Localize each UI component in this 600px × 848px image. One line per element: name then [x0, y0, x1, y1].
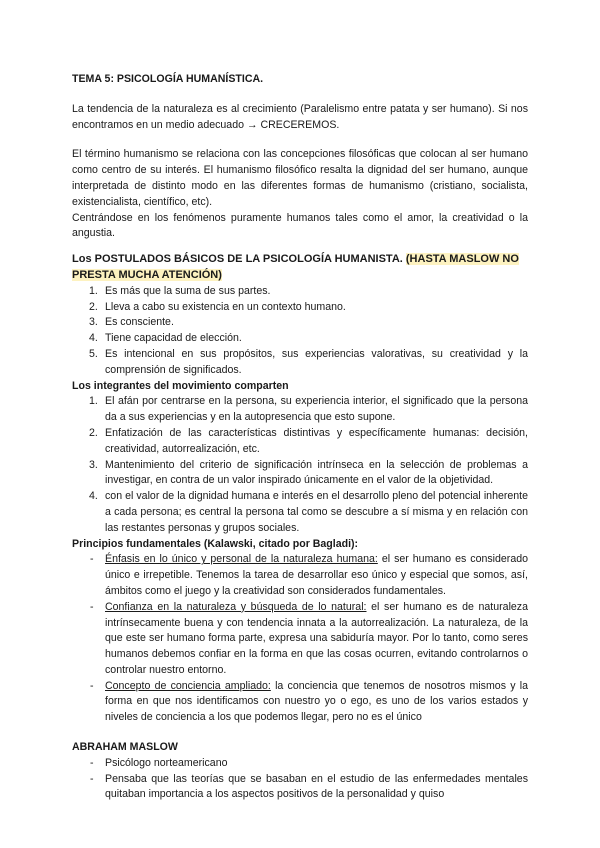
principios-list: [72, 552, 528, 726]
list-item: [72, 489, 528, 536]
item-number: 2.: [89, 426, 98, 439]
item-number: 3.: [89, 458, 98, 471]
list-item: [72, 458, 528, 490]
list-item: [72, 679, 528, 726]
item-underlined-lead: Énfasis en lo único y personal de la naturaleza humana:: [105, 553, 378, 566]
dash-bullet: -: [90, 553, 94, 566]
integrantes-heading: Los integrantes del movimiento comparten: [72, 379, 289, 392]
list-item: [72, 756, 528, 772]
item-number: 4.: [89, 490, 98, 503]
list-item: [72, 331, 528, 347]
integrantes-list: [72, 394, 528, 536]
list-item: [72, 394, 528, 426]
item-text: El afán por centrarse en la persona, su experiencia interior, el significado que la persona da a sus experiencias y en la autopresencia que esto supone.: [105, 395, 528, 424]
item-number: 1.: [89, 284, 98, 297]
principios-heading: Principios fundamentales (Kalawski, citado por Bagladi):: [72, 537, 359, 550]
item-number: 2.: [89, 300, 98, 313]
list-item: [72, 600, 528, 679]
dash-bullet: -: [90, 600, 94, 613]
dash-bullet: -: [90, 756, 94, 769]
item-number: 5.: [89, 347, 98, 360]
document-page: [72, 72, 528, 803]
list-item: [72, 772, 528, 804]
item-text: Es más que la suma de sus partes.: [105, 284, 271, 297]
maslow-heading: ABRAHAM MASLOW: [72, 741, 178, 754]
item-number: 1.: [89, 395, 98, 408]
list-item: [72, 315, 528, 331]
item-text: Pensaba que las teorías que se basaban en el estudio de las enfermedades mentales quitaban importancia a los aspectos positivos de la personalidad y quiso: [105, 772, 528, 801]
dash-bullet: -: [90, 679, 94, 692]
item-text: la conciencia que tenemos de nosotros mismos y la forma en que nos identificamos con nuestro yo o ego, es uno de los varios estados y niveles de conciencia a los que podemos llegar, pero no es el único: [105, 679, 528, 724]
dash-bullet: -: [90, 772, 94, 785]
item-text: Mantenimiento del criterio de significación intrínseca en la selección de problemas a investigar, en contra de un valor inspirado únicamente en el valor de la objetividad.: [105, 458, 528, 487]
list-item: [72, 284, 528, 300]
item-underlined-lead: Concepto de conciencia ampliado:: [105, 679, 271, 692]
postulados-highlight: (HASTA MASLOW NO PRESTA MUCHA ATENCIÓN): [72, 253, 519, 281]
list-item: [72, 552, 528, 599]
item-text: el ser humano es considerado único e irrepetible. Tenemos la tarea de desarrollar eso único y especial que somos, así, ámbitos como el juego y la creatividad son considerados fundamentales.: [105, 553, 528, 597]
postulados-heading: [72, 252, 528, 284]
item-text: Enfatización de las características distintivas y específicamente humanas: decisión, creatividad, autorrealización, etc.: [105, 426, 528, 455]
item-text: el ser humano es de naturaleza intrínsecamente buena y con tendencia innata a la autorrealización. La naturaleza, de la que este ser humano forma parte, expresa una sabiduría mayor. Por lo tanto, como seres humanos debemos confiar en la forma en que las cosas ocurren, evitando controlarnos o controlar nuestro entorno.: [105, 600, 529, 676]
intro-paragraph: La tendencia de la naturaleza es al crecimiento (Paralelismo entre patata y ser humano). Si nos encontramos en un medio adecuado → CRECEREMOS.: [72, 102, 528, 131]
list-item: [72, 347, 528, 379]
item-text: Tiene capacidad de elección.: [105, 332, 242, 345]
maslow-list: [72, 756, 528, 803]
item-number: 3.: [89, 316, 98, 329]
item-text: Psicólogo norteamericano: [105, 756, 228, 769]
humanismo-paragraph: El término humanismo se relaciona con las concepciones filosóficas que colocan al ser humano como centro de su interés. El humanismo filosófico resalta la dignidad del ser humano, aunque interpretada de distinto modo en las diferentes formas de humanismo (cristiano, socialista, existencialista, científico, etc).: [72, 148, 528, 208]
postulados-list: [72, 284, 528, 379]
item-text: Es consciente.: [105, 316, 174, 329]
item-text: con el valor de la dignidad humana e interés en el desarrollo pleno del potencial inherente a cada persona; es central la persona tal como se descubre a sí misma y en relación con las restantes personas y grupos sociales.: [105, 490, 528, 534]
centrandose-paragraph: Centrándose en los fenómenos puramente humanos tales como el amor, la creatividad o la angustia.: [72, 211, 528, 240]
list-item: [72, 300, 528, 316]
list-item: [72, 426, 528, 458]
item-number: 4.: [89, 332, 98, 345]
page-title: TEMA 5: PSICOLOGÍA HUMANÍSTICA.: [72, 73, 264, 85]
postulados-heading-text: Los POSTULADOS BÁSICOS DE LA PSICOLOGÍA HUMANISTA.: [72, 253, 403, 266]
item-text: Es intencional en sus propósitos, sus experiencias valorativas, su creatividad y la comprensión de significados.: [105, 347, 528, 376]
item-underlined-lead: Confianza en la naturaleza y búsqueda de lo natural:: [105, 600, 367, 613]
item-text: Lleva a cabo su existencia en un contexto humano.: [105, 300, 346, 313]
